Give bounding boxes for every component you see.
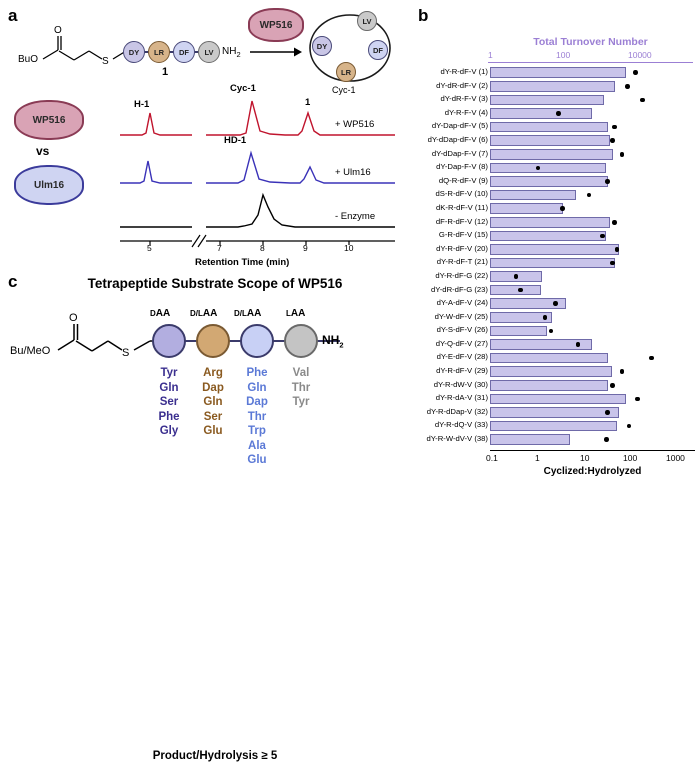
panel-c-title: Tetrapeptide Substrate Scope of WP516 bbox=[87, 276, 343, 291]
ratio-axis-title: Cyclized:Hydrolyzed bbox=[543, 465, 642, 477]
ratio-dot bbox=[612, 125, 617, 130]
bar-row-track bbox=[490, 298, 695, 309]
bar-row-track bbox=[490, 231, 695, 242]
bar-chart-row bbox=[414, 107, 697, 121]
ratio-dot bbox=[587, 193, 592, 198]
bar-row-label: dY-Q-dF-V (27) bbox=[435, 338, 488, 348]
ratio-dot bbox=[604, 437, 609, 442]
bar-row-label: dY-dDap-dF-V (6) bbox=[427, 134, 488, 144]
svg-text:O: O bbox=[54, 25, 62, 36]
x-tick-7: 7 bbox=[217, 243, 222, 253]
substrate-number: 1 bbox=[162, 66, 169, 78]
bar-chart-row bbox=[414, 324, 697, 338]
residue-bead-2: LR bbox=[148, 41, 170, 63]
ratio-dot bbox=[633, 70, 638, 75]
residue-option: Trp bbox=[248, 425, 266, 437]
ratio-dot bbox=[560, 206, 565, 211]
scope-amine-terminus: $NH_2$ bbox=[322, 333, 344, 350]
trace-tag-no-enzyme: - Enzyme bbox=[335, 211, 376, 222]
x-tick-10: 10 bbox=[344, 243, 354, 253]
bar-row-label: dY-A-dF-V (24) bbox=[436, 298, 488, 308]
bar-row-label: dY-R-dF-V (20) bbox=[436, 243, 488, 253]
bar-chart-rows bbox=[414, 66, 697, 447]
scope-residues-2 bbox=[192, 366, 234, 439]
svg-text:BuO: BuO bbox=[18, 54, 39, 65]
product-bead-3: DF bbox=[368, 40, 388, 60]
bar-chart-row bbox=[414, 351, 697, 365]
panel-c bbox=[0, 268, 410, 762]
bar-row-track bbox=[490, 366, 695, 377]
x-tick-9: 9 bbox=[303, 243, 308, 253]
bar-row-track bbox=[490, 149, 695, 160]
ratio-dot bbox=[553, 301, 558, 306]
bar-chart-row bbox=[414, 433, 697, 447]
residue-option: Phe bbox=[158, 410, 180, 423]
ttn-bar bbox=[490, 231, 606, 242]
ttn-bar bbox=[490, 67, 626, 78]
bar-chart-row bbox=[414, 270, 697, 284]
bar-row-track bbox=[490, 353, 695, 364]
ratio-tick-0-1: 0.1 bbox=[486, 452, 498, 463]
ttn-bar bbox=[490, 421, 617, 432]
residue-option: Glu bbox=[247, 454, 267, 466]
bar-row-track bbox=[490, 67, 695, 78]
bar-row-label: dS-R-dF-V (10) bbox=[435, 189, 488, 199]
svg-text:S: S bbox=[122, 347, 130, 359]
bar-row-track bbox=[490, 176, 695, 187]
scope-header-1: DAA bbox=[150, 308, 171, 319]
ratio-dot bbox=[605, 179, 610, 184]
ttn-tick-10000: 10000 bbox=[628, 50, 652, 60]
bar-chart-row bbox=[414, 188, 697, 202]
x-axis-label: Retention Time (min) bbox=[195, 257, 290, 268]
ratio-dot bbox=[625, 84, 630, 89]
bar-chart-row bbox=[414, 120, 697, 134]
panel-letter-a: a bbox=[8, 6, 18, 25]
bar-row-label: dY-R-dF-V (1) bbox=[440, 67, 488, 76]
bar-chart-row bbox=[414, 202, 697, 216]
scope-header-2: D/LAA bbox=[190, 308, 218, 319]
trace-tag-wp516: + WP516 bbox=[335, 119, 375, 130]
panel-c-footer: Product/Hydrolysis ≥ 5 bbox=[152, 750, 278, 762]
ttn-bar bbox=[490, 149, 613, 160]
panel-letter-b: b bbox=[418, 6, 429, 25]
bar-row-track bbox=[490, 434, 695, 445]
wp516-badge-arrow: WP516 bbox=[248, 8, 304, 42]
bar-row-track bbox=[490, 326, 695, 337]
bar-chart-row bbox=[414, 134, 697, 148]
bar-row-label: dY-R-W-dV-V (38) bbox=[426, 434, 488, 444]
residue-option: Ala bbox=[248, 439, 266, 452]
bar-row-track bbox=[490, 258, 695, 269]
trace-tag-ulm16: + Ulm16 bbox=[335, 167, 371, 178]
ratio-axis-line bbox=[490, 450, 695, 451]
bar-row-label: dY-dR-F-V (3) bbox=[440, 94, 488, 104]
bar-row-label: dY-R-dQ-V (33) bbox=[434, 420, 488, 430]
scope-residues-1 bbox=[148, 366, 190, 439]
ttn-bar bbox=[490, 217, 610, 228]
bar-row-label: dY-dR-dF-V (2) bbox=[436, 80, 488, 90]
bar-row-label: dQ-R-dF-V (9) bbox=[438, 175, 488, 185]
product-bead-2: DY bbox=[312, 36, 332, 56]
bar-row-label: G-R-dF-V (15) bbox=[438, 230, 488, 240]
ttn-bar bbox=[490, 380, 608, 391]
ratio-dot bbox=[610, 261, 615, 266]
ratio-dot bbox=[600, 234, 605, 239]
residue-option: Arg bbox=[203, 367, 223, 379]
peak-label-hd1: HD-1 bbox=[224, 135, 247, 146]
ratio-dot bbox=[576, 342, 581, 347]
bar-chart-row bbox=[414, 175, 697, 189]
svg-text:Bu/MeO: Bu/MeO bbox=[10, 345, 51, 357]
ttn-bar bbox=[490, 434, 570, 445]
ratio-dot bbox=[514, 274, 519, 279]
ttn-axis-line bbox=[488, 62, 693, 63]
scope-header-3: D/LAA bbox=[234, 308, 262, 319]
bar-chart-row bbox=[414, 392, 697, 406]
bar-chart-row bbox=[414, 419, 697, 433]
ratio-dot bbox=[620, 369, 625, 374]
bar-chart-row bbox=[414, 216, 697, 230]
bar-row-label: dY-S-dF-V (26) bbox=[436, 325, 488, 335]
bar-row-label: dY-W-dF-V (25) bbox=[434, 311, 488, 321]
bar-row-track bbox=[490, 81, 695, 92]
bar-chart-row bbox=[414, 379, 697, 393]
bar-row-label: dY-dDap-F-V (7) bbox=[431, 148, 488, 158]
bar-row-track bbox=[490, 163, 695, 174]
product-label: Cyc-1 bbox=[332, 85, 356, 95]
ttn-bar bbox=[490, 244, 619, 255]
scope-bead-1 bbox=[152, 324, 186, 358]
bar-row-track bbox=[490, 203, 695, 214]
ttn-bar bbox=[490, 353, 608, 364]
bar-row-track bbox=[490, 339, 695, 350]
residue-option: Ser bbox=[203, 410, 223, 423]
bar-row-label: dY-R-dDap-V (32) bbox=[426, 406, 488, 416]
bar-chart-row bbox=[414, 284, 697, 298]
bar-chart-row bbox=[414, 80, 697, 94]
ratio-dot bbox=[612, 220, 617, 225]
svg-text:S: S bbox=[102, 56, 109, 67]
bar-row-track bbox=[490, 421, 695, 432]
ttn-bar bbox=[490, 122, 608, 133]
bar-row-track bbox=[490, 394, 695, 405]
ttn-bar bbox=[490, 108, 592, 119]
bar-row-track bbox=[490, 95, 695, 106]
bar-chart-row bbox=[414, 338, 697, 352]
bar-row-track bbox=[490, 122, 695, 133]
ttn-tick-1: 1 bbox=[488, 50, 493, 60]
ttn-bar bbox=[490, 95, 604, 106]
bar-row-label: dY-R-dF-V (29) bbox=[436, 366, 488, 376]
scope-residues-3 bbox=[236, 366, 278, 468]
scope-bead-2 bbox=[196, 324, 230, 358]
bar-row-track bbox=[490, 407, 695, 418]
residue-option: Glu bbox=[203, 425, 223, 437]
bar-chart-row bbox=[414, 311, 697, 325]
scope-bead-3 bbox=[240, 324, 274, 358]
residue-option: Tyr bbox=[160, 367, 178, 379]
ratio-dot bbox=[610, 138, 615, 143]
svg-text:O: O bbox=[69, 312, 78, 324]
enzyme-wp516-circle: WP516 bbox=[14, 100, 84, 140]
ratio-dot bbox=[556, 111, 561, 116]
bar-chart-row bbox=[414, 297, 697, 311]
ttn-bar bbox=[490, 81, 615, 92]
bar-row-label: dY-R-dW-V (30) bbox=[433, 379, 488, 389]
ttn-bar bbox=[490, 135, 610, 146]
bar-chart-row bbox=[414, 243, 697, 257]
scope-residues-4 bbox=[280, 366, 322, 410]
bar-row-track bbox=[490, 217, 695, 228]
residue-option: Gly bbox=[159, 425, 179, 437]
residue-option: Tyr bbox=[292, 396, 310, 408]
bar-row-track bbox=[490, 108, 695, 119]
residue-option: Thr bbox=[247, 410, 267, 423]
ratio-dot bbox=[605, 410, 610, 415]
bar-chart-row bbox=[414, 93, 697, 107]
bar-chart-row bbox=[414, 229, 697, 243]
bar-row-label: dF-R-dF-V (12) bbox=[435, 216, 488, 226]
bar-row-label: dY-Dap-dF-V (5) bbox=[431, 121, 488, 131]
peak-label-1: 1 bbox=[305, 97, 311, 108]
product-bead-4: LR bbox=[336, 62, 356, 82]
ttn-bar bbox=[490, 407, 619, 418]
bar-row-track bbox=[490, 244, 695, 255]
bar-row-label: dY-Dap-F-V (8) bbox=[436, 162, 488, 172]
x-tick-5: 5 bbox=[147, 243, 152, 253]
bar-row-label: dY-E-dF-V (28) bbox=[436, 352, 488, 362]
enzyme-ulm16-circle: Ulm16 bbox=[14, 165, 84, 205]
vs-label: vs bbox=[36, 144, 50, 158]
bar-row-label: dK-R-dF-V (11) bbox=[436, 202, 488, 212]
residue-option: Gln bbox=[159, 381, 179, 394]
bar-chart-row bbox=[414, 256, 697, 270]
x-tick-8: 8 bbox=[260, 243, 265, 253]
amine-terminus: $NH_2$ bbox=[222, 46, 241, 59]
reaction-arrow bbox=[250, 42, 302, 64]
residue-option: Gln bbox=[203, 396, 223, 408]
residue-option: Gln bbox=[247, 381, 267, 394]
ttn-tick-100: 100 bbox=[556, 50, 571, 60]
bar-chart-row bbox=[414, 148, 697, 162]
residue-option: Dap bbox=[246, 396, 268, 408]
ratio-tick-1000: 1000 bbox=[666, 452, 685, 463]
product-bead-1: LV bbox=[357, 11, 377, 31]
peak-label-h1: H-1 bbox=[134, 99, 150, 110]
ttn-bar bbox=[490, 326, 547, 337]
ttn-bar bbox=[490, 203, 563, 214]
ratio-axis-ticks bbox=[486, 452, 695, 465]
ttn-bar bbox=[490, 258, 615, 269]
residue-bead-4: LV bbox=[198, 41, 220, 63]
bar-row-label: dY-R-dF-T (21) bbox=[436, 257, 488, 267]
bar-row-label: dY-R-F-V (4) bbox=[444, 107, 488, 117]
ratio-dot bbox=[610, 383, 615, 388]
ratio-tick-1: 1 bbox=[535, 452, 540, 463]
residue-option: Dap bbox=[202, 381, 224, 394]
residue-bead-3: DF bbox=[173, 41, 195, 63]
ratio-dot bbox=[635, 397, 640, 402]
bar-row-label: dY-R-dA-V (31) bbox=[435, 393, 488, 403]
ttn-axis-title: Total Turnover Number bbox=[533, 36, 648, 48]
bar-row-label: dY-R-dF-G (22) bbox=[435, 270, 488, 280]
ratio-dot bbox=[640, 98, 645, 103]
ratio-dot bbox=[649, 356, 654, 361]
ttn-bar bbox=[490, 366, 612, 377]
residue-option: Phe bbox=[246, 367, 268, 379]
bar-row-label: dY-dR-dF-G (23) bbox=[431, 284, 488, 294]
bar-row-track bbox=[490, 190, 695, 201]
residue-bead-1: DY bbox=[123, 41, 145, 63]
bar-row-track bbox=[490, 312, 695, 323]
ratio-dot bbox=[543, 315, 548, 320]
ttn-bar bbox=[490, 176, 608, 187]
panel-letter-c: c bbox=[8, 272, 18, 291]
bar-chart-row bbox=[414, 365, 697, 379]
scope-header-4: LAA bbox=[286, 308, 306, 319]
ratio-dot bbox=[549, 329, 554, 334]
ttn-bar bbox=[490, 190, 576, 201]
ratio-tick-10: 10 bbox=[580, 452, 590, 463]
bar-row-track bbox=[490, 380, 695, 391]
peak-label-cyc1: Cyc-1 bbox=[230, 83, 256, 94]
bar-chart-row bbox=[414, 161, 697, 175]
bar-chart-row bbox=[414, 66, 697, 80]
bar-row-track bbox=[490, 285, 695, 296]
bar-chart-row bbox=[414, 406, 697, 420]
bar-row-track bbox=[490, 271, 695, 282]
ttn-bar bbox=[490, 394, 626, 405]
residue-option: Val bbox=[292, 367, 310, 379]
ratio-dot bbox=[627, 424, 632, 429]
ratio-dot bbox=[620, 152, 625, 157]
residue-option: Thr bbox=[291, 381, 311, 394]
residue-option: Ser bbox=[159, 396, 179, 408]
scope-bead-4 bbox=[284, 324, 318, 358]
bar-row-track bbox=[490, 135, 695, 146]
ratio-tick-100: 100 bbox=[623, 452, 638, 463]
ttn-bar bbox=[490, 285, 541, 296]
ttn-bar bbox=[490, 163, 606, 174]
chromatogram-plot bbox=[120, 83, 395, 268]
